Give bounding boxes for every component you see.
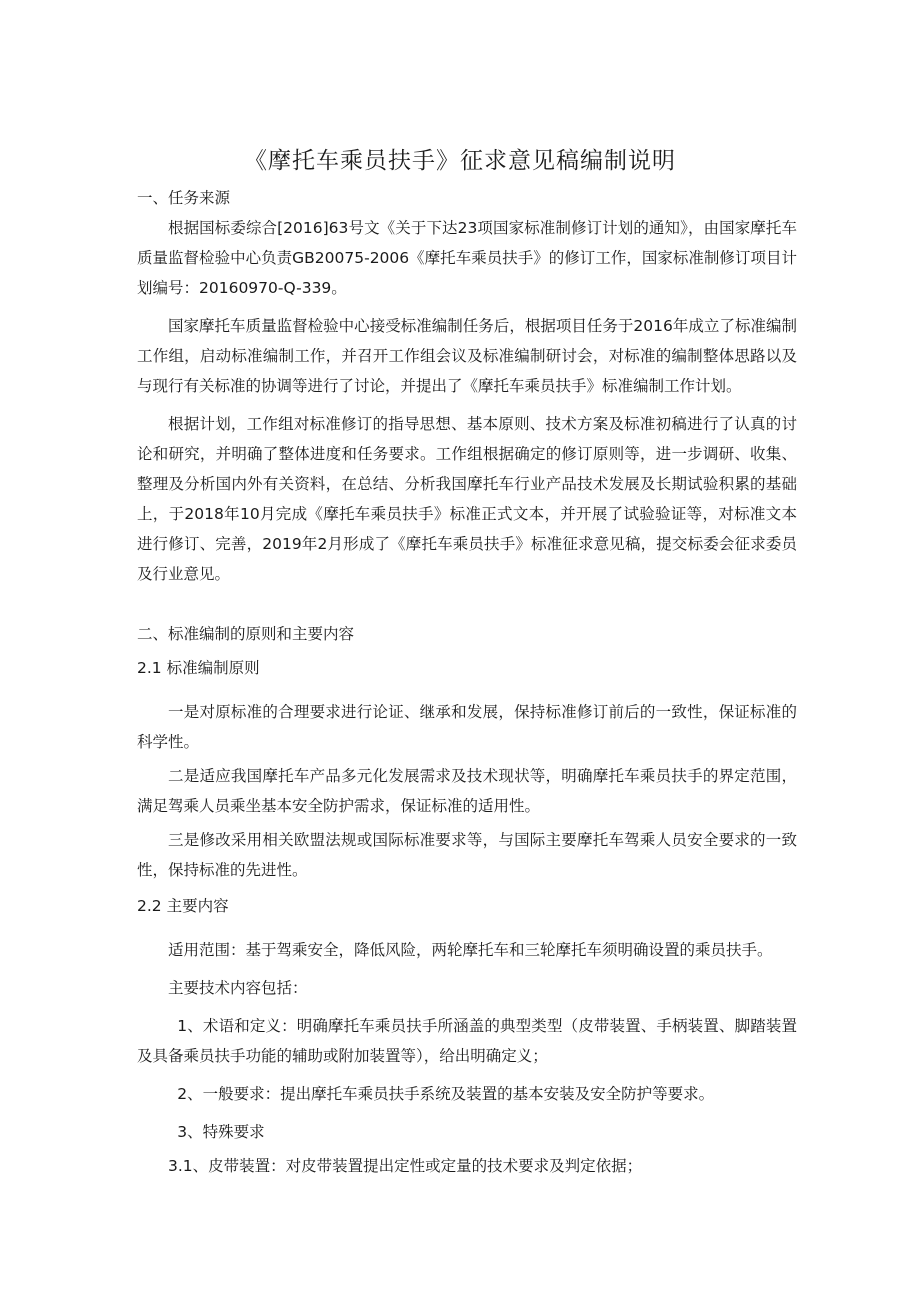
section-heading-principles: 二、标准编制的原则和主要内容 [137,625,355,643]
document-body [137,183,797,1181]
paragraph: 根据国标委综合[2016]63号文《关于下达23项国家标准制修订计划的通知》，由国家摩托车质量监督检验中心负责GB20075-2006《摩托车乘员扶手》的修订工作，国家标准制修订项目计划编号：20160970-Q-339。 [137,219,797,297]
paragraph-intro: 主要技术内容包括： [168,979,308,997]
subsection-heading-main-content: 2.2 主要内容 [137,897,229,915]
paragraph-scope: 适用范围：基于驾乘安全，降低风险，两轮摩托车和三轮摩托车须明确设置的乘员扶手。 [168,941,773,959]
list-item: 3、特殊要求 [177,1123,265,1141]
section-heading-task-source: 一、任务来源 [137,189,231,207]
list-item: 3.1、皮带装置：对皮带装置提出定性或定量的技术要求及判定依据； [168,1157,643,1175]
paragraph: 一是对原标准的合理要求进行论证、继承和发展，保持标准修订前后的一致性，保证标准的科学性。 [137,703,797,751]
paragraph: 二是适应我国摩托车产品多元化发展需求及技术现状等，明确摩托车乘员扶手的界定范围，满足驾乘人员乘坐基本安全防护需求，保证标准的适用性。 [137,767,797,815]
subsection-heading-principles: 2.1 标准编制原则 [137,659,260,677]
paragraph: 根据计划，工作组对标准修订的指导思想、基本原则、技术方案及标准初稿进行了认真的讨论和研究，并明确了整体进度和任务要求。工作组根据确定的修订原则等，进一步调研、收集、整理及分析国内外有关资料，在总结、分析我国摩托车行业产品技术发展及长期试验积累的基础上，于2018年10月完成《摩托车乘员扶手》标准正式文本，并开展了试验验证等，对标准文本进行修订、完善，2019年2月形成了《摩托车乘员扶手》标准征求意见稿，提交标委会征求委员及行业意见。 [137,415,797,583]
document-title: 《摩托车乘员扶手》征求意见稿编制说明 [244,148,676,174]
paragraph: 三是修改采用相关欧盟法规或国际标准要求等，与国际主要摩托车驾乘人员安全要求的一致性，保持标准的先进性。 [137,831,797,879]
list-item: 2、一般要求：提出摩托车乘员扶手系统及装置的基本安装及安全防护等要求。 [177,1085,715,1103]
list-item: 1、术语和定义：明确摩托车乘员扶手所涵盖的典型类型（皮带装置、手柄装置、脚踏装置及具备乘员扶手功能的辅助或附加装置等），给出明确定义； [137,1017,797,1065]
paragraph: 国家摩托车质量监督检验中心接受标准编制任务后，根据项目任务于2016年成立了标准编制工作组，启动标准编制工作，并召开工作组会议及标准编制研讨会，对标准的编制整体思路以及与现行有关标准的协调等进行了讨论，并提出了《摩托车乘员扶手》标准编制工作计划。 [137,317,797,395]
